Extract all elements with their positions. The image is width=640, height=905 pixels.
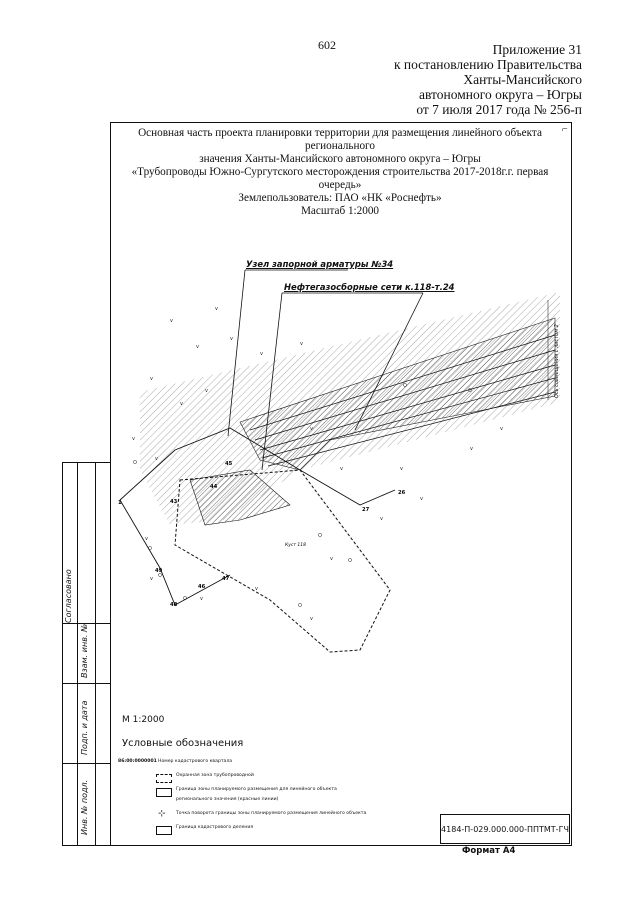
title-line: Основная часть проекта планировки территории для размещения линейного объекта регионального — [138, 127, 542, 152]
page-number: 602 — [318, 38, 336, 52]
legend-title: Условные обозначения — [122, 738, 244, 749]
svg-text:v: v — [400, 466, 403, 472]
svg-text:v: v — [150, 576, 153, 582]
scale-label: М 1:2000 — [122, 715, 165, 725]
point-label: 26 — [398, 490, 406, 496]
legend-item: Граница кадастрового деления — [118, 824, 418, 838]
svg-text:v: v — [255, 586, 258, 592]
agreed-label: Согласовано — [64, 569, 73, 623]
cadastral-box-icon — [156, 826, 172, 835]
sign-date-label: Подп. и дата — [80, 700, 89, 755]
svg-text:v: v — [170, 318, 173, 324]
appendix-line: Ханты-Мансийского — [463, 72, 582, 87]
sheet-code: 4184-П-029.000.000-ППТМТ-ГЧ — [440, 814, 570, 844]
legend-item: 86:00:0000001 Номер кадастрового квартала — [118, 759, 233, 764]
legend-item: регионального значения (красные линии) — [176, 797, 279, 802]
svg-text:v: v — [260, 351, 263, 357]
legend — [118, 758, 418, 838]
svg-text:v: v — [200, 596, 203, 602]
svg-text:v: v — [310, 426, 313, 432]
svg-text:v: v — [196, 344, 199, 350]
svg-text:v: v — [470, 446, 473, 452]
appendix-line: от 7 июля 2017 года № 256-п — [416, 102, 582, 117]
pipeline-network-callout: Нефтегазосборные сети к.118-т.24 — [284, 282, 455, 292]
appendix-line: Приложение 31 — [492, 42, 582, 57]
inv-replace-label: Взам. инв. № — [80, 623, 89, 678]
legend-item: ⊹ Точка поворота границы зоны планируемого размещения линейного объекта — [158, 809, 367, 819]
side-axis-label: Ось совмещения с листом 2 — [554, 324, 560, 398]
svg-text:v: v — [155, 456, 158, 462]
approval-sidebar — [62, 462, 111, 846]
point-label: 46 — [198, 584, 206, 590]
svg-text:v: v — [205, 388, 208, 394]
inv-orig-label: Инв. № подл. — [80, 779, 89, 835]
svg-text:v: v — [230, 336, 233, 342]
svg-text:v: v — [330, 556, 333, 562]
dashed-zone-icon — [156, 774, 172, 783]
svg-text:v: v — [500, 426, 503, 432]
point-label: 44 — [210, 484, 218, 490]
svg-text:v: v — [215, 306, 218, 312]
svg-text:v: v — [180, 401, 183, 407]
site-label: Куст 118 — [285, 543, 306, 548]
svg-text:v: v — [380, 516, 383, 522]
turn-point-icon: ⊹ — [158, 809, 166, 819]
title-line: значения Ханты-Мансийского автономного округа – Югры — [199, 153, 481, 165]
cadastral-quarter-number: 86:00:0000001 — [118, 759, 157, 764]
appendix-line: автономного округа – Югры — [419, 87, 582, 102]
svg-text:v: v — [132, 436, 135, 442]
sheet-format: Формат А4 — [462, 846, 516, 856]
appendix-line: к постановлению Правительства — [393, 57, 582, 72]
boundary-box-icon — [156, 788, 172, 797]
point-label: 49 — [155, 568, 163, 574]
legend-item: Охранная зона трубопроводной — [118, 772, 418, 786]
valve-node-callout: Узел запорной арматуры №34 — [246, 259, 394, 269]
svg-text:v: v — [340, 466, 343, 472]
svg-text:v: v — [300, 341, 303, 347]
point-label: 1 — [118, 500, 122, 506]
point-label: 45 — [225, 461, 233, 467]
point-label: 43 — [170, 499, 178, 505]
title-line: Масштаб 1:2000 — [300, 205, 380, 217]
title-line: Землепользователь: ПАО «НК «Роснефть» — [238, 192, 442, 204]
point-label: 27 — [362, 507, 370, 513]
point-label: 47 — [222, 576, 230, 582]
legend-item: Граница зоны планируемого размещения для линейного объекта — [118, 786, 418, 800]
svg-text:v: v — [420, 496, 423, 502]
svg-text:v: v — [310, 616, 313, 622]
point-label: 48 — [170, 602, 178, 608]
corner-mark: ⌐ — [562, 124, 568, 135]
svg-text:v: v — [150, 376, 153, 382]
svg-text:v: v — [145, 536, 148, 542]
title-line: «Трубопроводы Южно-Сургутского месторождения строительства 2017-2018г.г. первая очередь» — [131, 166, 549, 191]
